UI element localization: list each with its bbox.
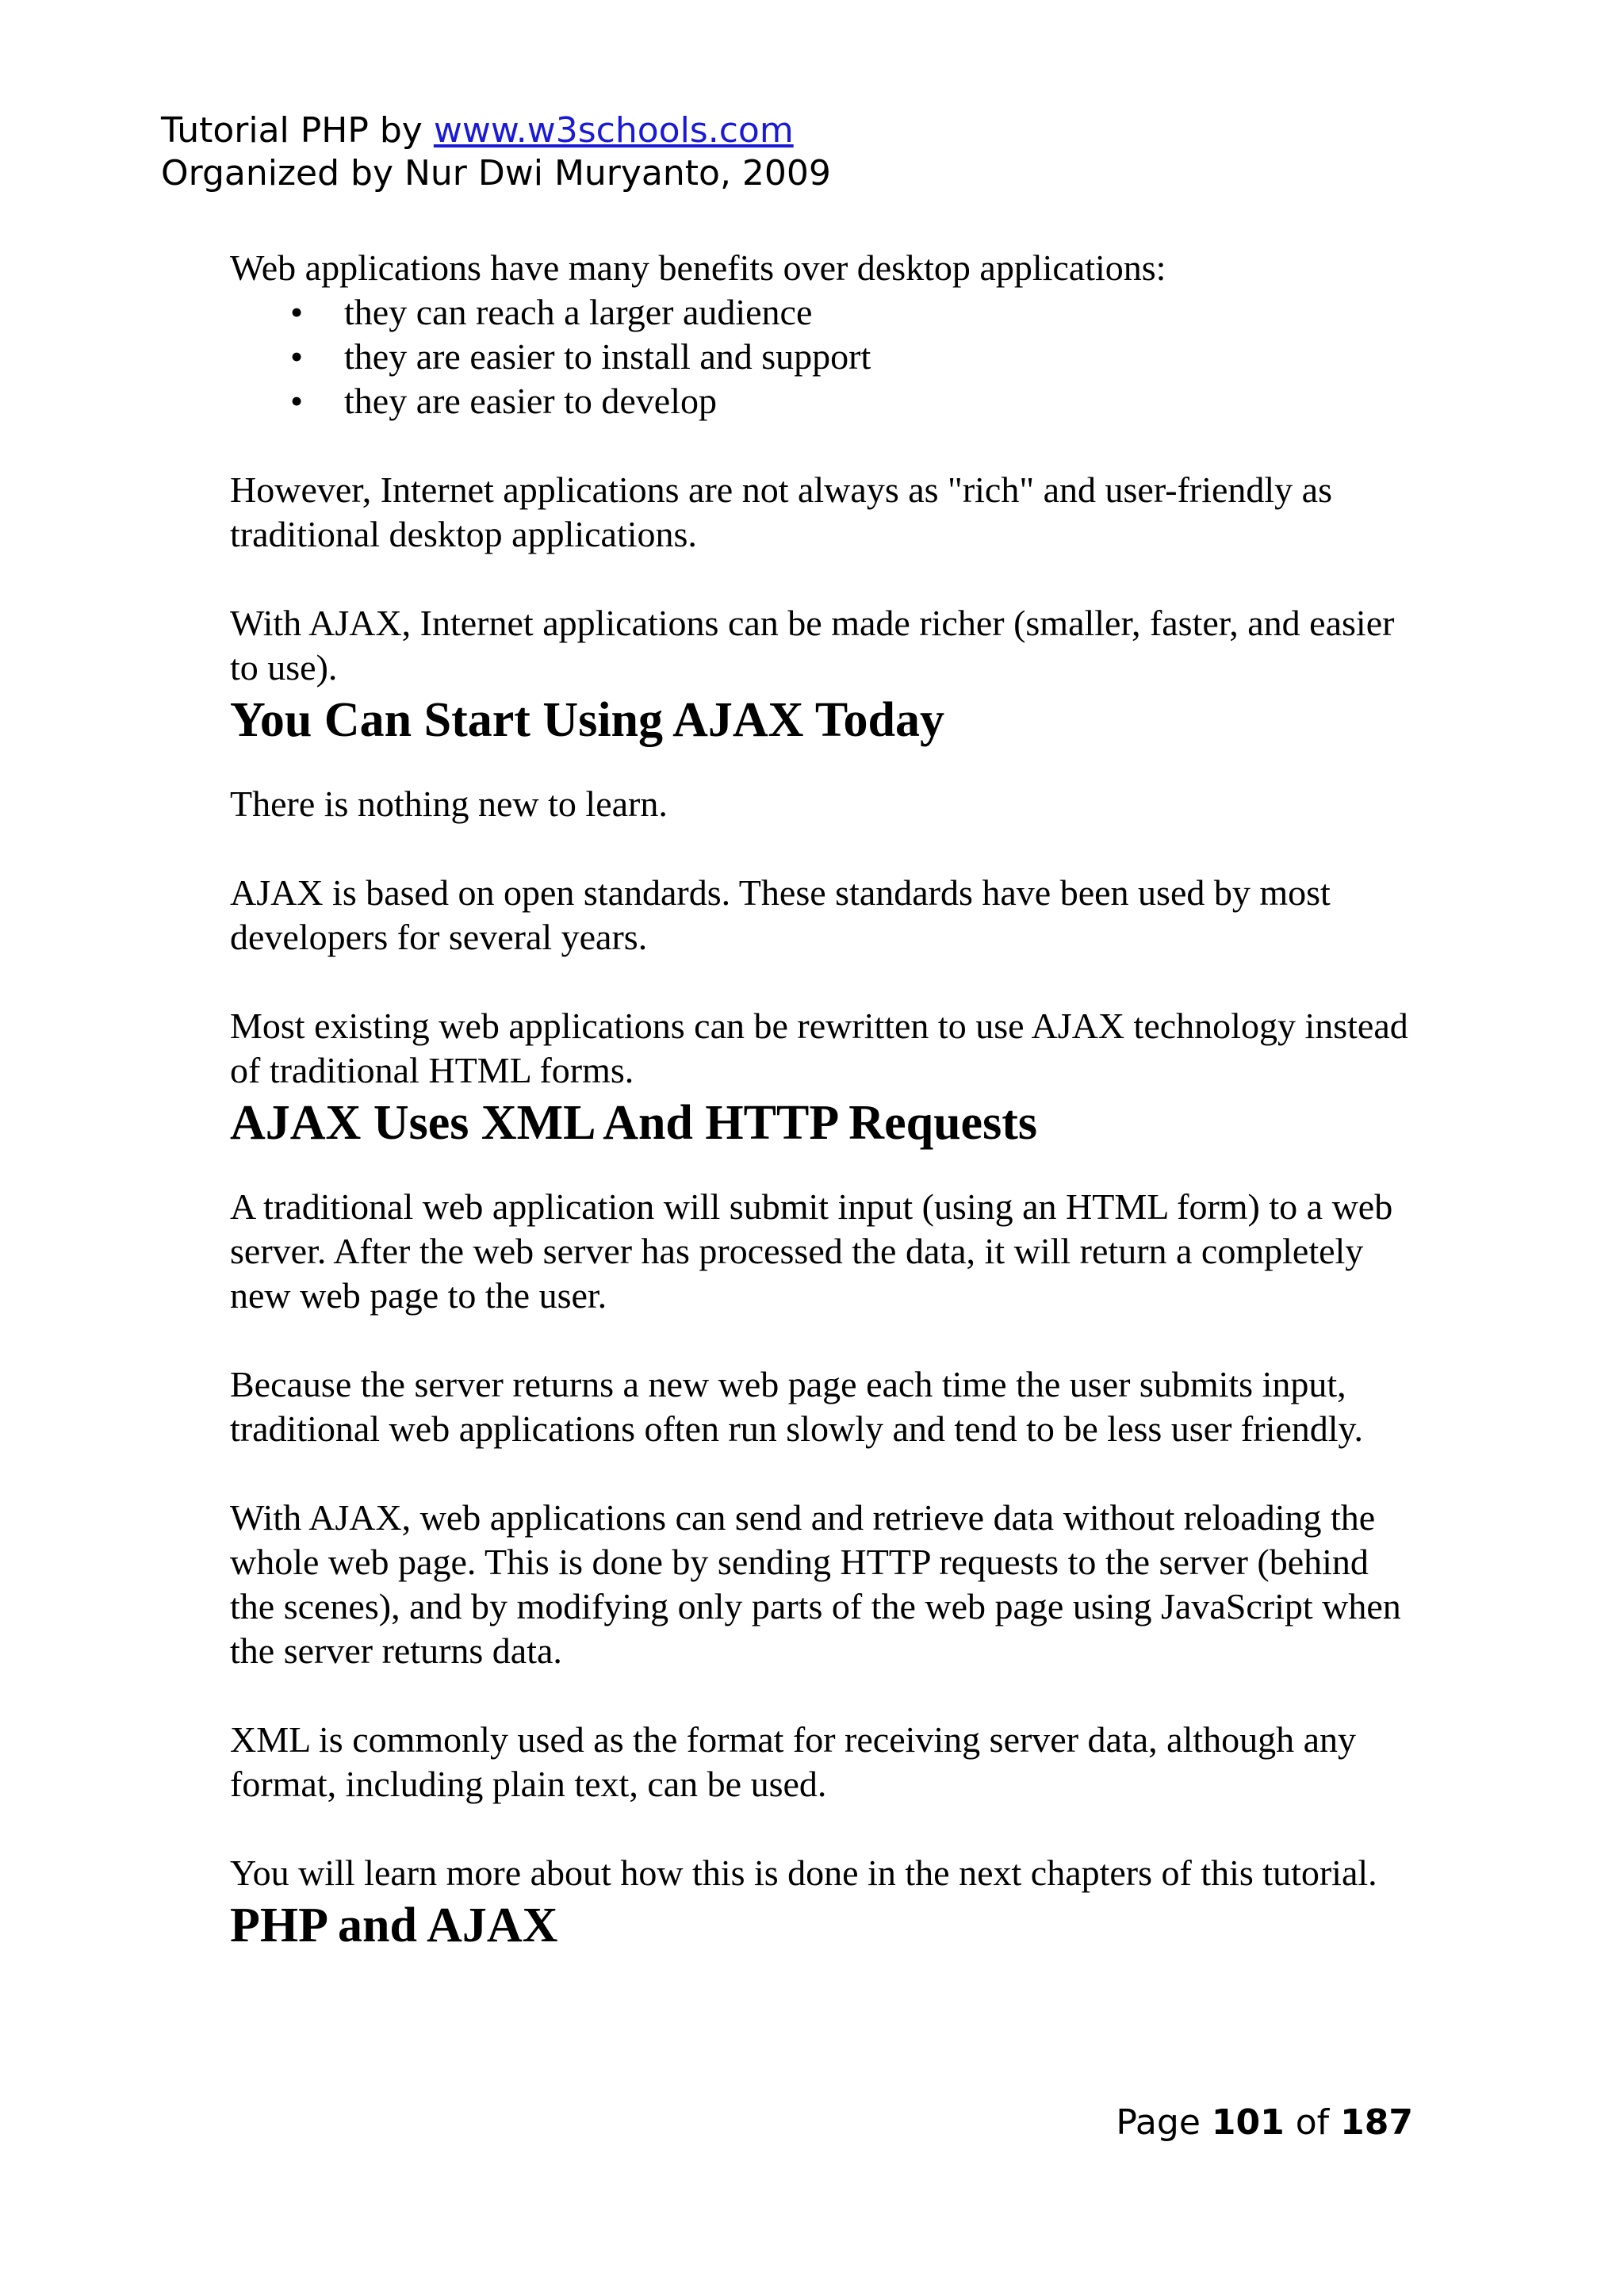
- section-heading: AJAX Uses XML And HTTP Requests: [230, 1096, 1037, 1150]
- page-number: 101: [1211, 2102, 1285, 2143]
- page-label: Page: [1116, 2102, 1212, 2143]
- paragraph: With AJAX, Internet applications can be made richer (smaller, faster, and easier to use).: [230, 603, 1395, 688]
- paragraph: A traditional web application will submit input (using an HTML form) to a web server. After the web server has processed the data, it will return a completely new web page to the user.: [230, 1186, 1393, 1316]
- total-pages: 187: [1340, 2102, 1413, 2143]
- paragraph: With AJAX, web applications can send and retrieve data without reloading the whole web page. This is done by sending HTTP requests to the server (behind the scenes), and by modifying only parts of the web page using JavaScript when the server returns data.: [230, 1497, 1401, 1671]
- paragraph: There is nothing new to learn.: [230, 784, 668, 824]
- list-item: • they are easier to install and support: [230, 335, 1419, 379]
- w3schools-link[interactable]: www.w3schools.com: [433, 110, 794, 151]
- list-item: • they are easier to develop: [230, 379, 1419, 423]
- benefits-list: [230, 290, 1419, 423]
- paragraph: AJAX is based on open standards. These standards have been used by most developers for several years.: [230, 872, 1331, 957]
- list-item: • they can reach a larger audience: [230, 290, 1419, 335]
- of-label: of: [1284, 2102, 1341, 2143]
- section-heading: PHP and AJAX: [230, 1898, 558, 1952]
- paragraph: You will learn more about how this is done in the next chapters of this tutorial.: [230, 1852, 1377, 1893]
- header-prefix: Tutorial PHP by: [161, 110, 434, 151]
- header-line-1: [161, 109, 831, 152]
- section-heading: You Can Start Using AJAX Today: [230, 693, 944, 747]
- header-line-2: Organized by Nur Dwi Muryanto, 2009: [161, 153, 831, 193]
- page-content: [230, 246, 1419, 1987]
- paragraph: Most existing web applications can be rewritten to use AJAX technology instead of traditional HTML forms.: [230, 1006, 1408, 1090]
- paragraph: XML is commonly used as the format for receiving server data, although any format, including plain text, can be used.: [230, 1719, 1357, 1804]
- page-footer: [1116, 2102, 1413, 2144]
- page-header: [161, 109, 831, 195]
- paragraph: However, Internet applications are not always as "rich" and user-friendly as traditional desktop applications.: [230, 469, 1332, 554]
- intro-lead: Web applications have many benefits over desktop applications:: [230, 247, 1166, 288]
- paragraph: Because the server returns a new web page each time the user submits input, traditional web applications often run slowly and tend to be less user friendly.: [230, 1364, 1364, 1449]
